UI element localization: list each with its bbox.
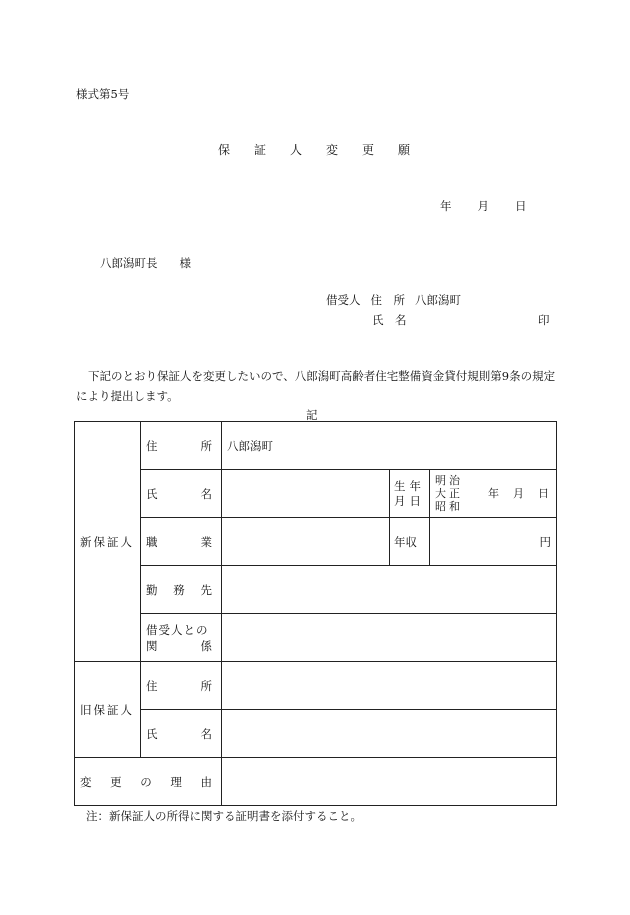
borrower-address-value: 八郎潟町 — [415, 293, 461, 307]
income-field[interactable] — [430, 518, 557, 566]
new-guarantor-header: 新保証人 — [75, 422, 141, 662]
label-old-name: 氏 名 — [141, 710, 222, 758]
label-address-text: 住 所 — [146, 438, 212, 453]
footnote: 注：新保証人の所得に関する証明書を添付すること。 — [86, 809, 362, 823]
addressee-name: 八郎潟町長 — [100, 256, 158, 270]
borrower-address-line — [326, 292, 461, 308]
page-title: 保証人変更願 — [218, 143, 435, 157]
era-taisho: 大正 — [435, 487, 463, 500]
new-address-field[interactable] — [222, 422, 557, 470]
occupation-field[interactable] — [222, 518, 390, 566]
old-name-field[interactable] — [222, 710, 557, 758]
body-text: 下記のとおり保証人を変更したいので、八郎潟町高齢者住宅整備資金貸付規則第9条の規定により提出します。 — [76, 369, 556, 403]
relation-field[interactable] — [222, 614, 557, 662]
borrower-role: 借受人 — [326, 293, 361, 307]
new-name-field[interactable] — [222, 470, 390, 518]
label-relation — [141, 614, 222, 662]
date-day-label: 日 — [515, 199, 527, 213]
workplace-field[interactable] — [222, 566, 557, 614]
date-month-label: 月 — [477, 199, 489, 213]
era-meiji: 明治 — [435, 474, 463, 487]
label-income: 年収 — [390, 518, 430, 566]
seal-mark: 印 — [538, 313, 550, 327]
date-year-label: 年 — [440, 199, 452, 213]
date-line — [440, 198, 527, 214]
borrower-name-label: 氏 名 — [372, 313, 407, 327]
birth-month-label: 月 — [513, 487, 524, 500]
label-workplace: 勤 務 先 — [141, 566, 222, 614]
label-old-address: 住 所 — [141, 662, 222, 710]
relation-line-1: 借受人との — [146, 622, 209, 637]
guarantor-table — [74, 421, 557, 806]
ki-heading: 記 — [306, 408, 318, 422]
relation-line-2: 関 係 — [146, 638, 212, 653]
label-reason: 変 更 の 理 由 — [75, 758, 222, 806]
old-address-field[interactable] — [222, 662, 557, 710]
addressee — [100, 255, 191, 271]
old-guarantor-header: 旧保証人 — [75, 662, 141, 758]
label-name: 氏 名 — [141, 470, 222, 518]
birthdate-field[interactable] — [430, 470, 557, 518]
era-showa: 昭和 — [435, 500, 463, 513]
borrower-address-label: 住 所 — [370, 293, 405, 307]
label-occupation: 職 業 — [141, 518, 222, 566]
birth-year-label: 年 — [488, 487, 499, 500]
label-birthdate: 生年 月日 — [390, 470, 430, 518]
addressee-honorific: 様 — [179, 256, 191, 270]
reason-field[interactable] — [222, 758, 557, 806]
form-number: 様式第5号 — [76, 87, 130, 101]
yen-unit: 円 — [539, 534, 551, 549]
new-address-value: 八郎潟町 — [227, 438, 273, 453]
label-address — [141, 422, 222, 470]
birth-day-label: 日 — [538, 487, 549, 500]
